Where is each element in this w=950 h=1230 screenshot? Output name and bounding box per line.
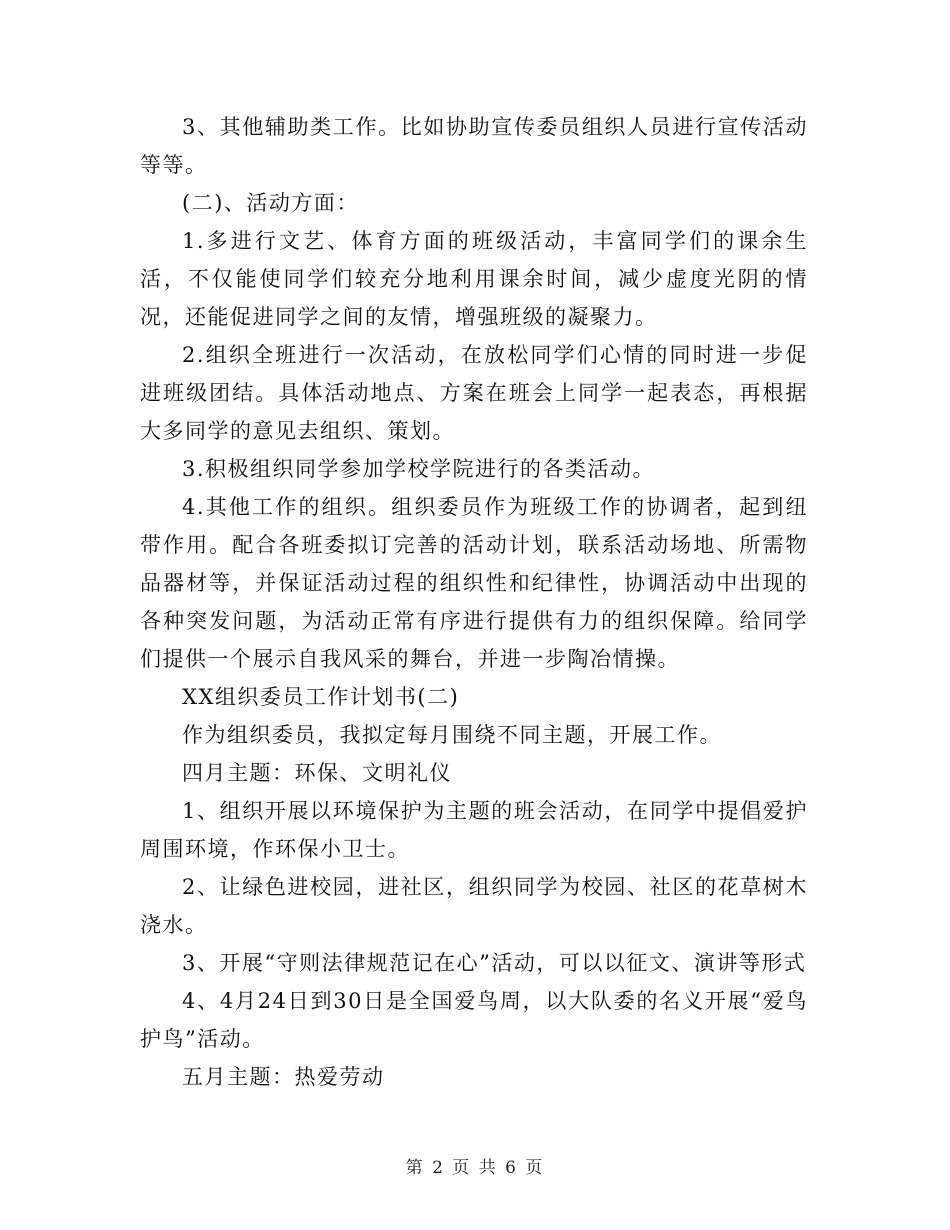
section-heading: (二)、活动方面：	[182, 191, 359, 215]
page-footer: 第 2 页 共 6 页	[405, 1158, 545, 1178]
document-title: XX组织委员工作计划书(二)	[182, 685, 460, 709]
paragraph: 作为组织委员，我拟定每月围绕不同主题，开展工作。	[182, 723, 722, 747]
paragraph: 2.组织全班进行一次活动，在放松同学们心情的同时进一步促进班级团结。具体活动地点、方案在班会上同学一起表态，再根据大多同学的意见去组织、策划。	[140, 343, 808, 443]
section-heading: 五月主题：热爱劳动	[182, 1065, 385, 1089]
document-body	[140, 108, 808, 1096]
paragraph: 2、让绿色进校园，进社区，组织同学为校园、社区的花草树木浇水。	[140, 875, 808, 937]
paragraph: 4、4月24日到30日是全国爱鸟周，以大队委的名义开展“爱鸟护鸟”活动。	[140, 989, 808, 1051]
paragraph: 4.其他工作的组织。组织委员作为班级工作的协调者，起到纽带作用。配合各班委拟订完善的活动计划，联系活动场地、所需物品器材等，并保证活动过程的组织性和纪律性，协调活动中出现的各种突发问题，为活动正常有序进行提供有力的组织保障。给同学们提供一个展示自我风采的舞台，并进一步陶冶情操。	[140, 495, 808, 671]
section-heading: 四月主题：环保、文明礼仪	[182, 761, 452, 785]
paragraph: 3、开展“守则法律规范记在心”活动，可以以征文、演讲等形式	[182, 951, 807, 975]
paragraph: 1.多进行文艺、体育方面的班级活动，丰富同学们的课余生活，不仅能使同学们较充分地利用课余时间，减少虚度光阴的情况，还能促进同学之间的友情，增强班级的凝聚力。	[140, 229, 808, 329]
paragraph: 1、组织开展以环境保护为主题的班会活动，在同学中提倡爱护周围环境，作环保小卫士。	[140, 799, 808, 861]
paragraph: 3、其他辅助类工作。比如协助宣传委员组织人员进行宣传活动等等。	[140, 115, 808, 177]
paragraph: 3.积极组织同学参加学校学院进行的各类活动。	[182, 457, 656, 481]
